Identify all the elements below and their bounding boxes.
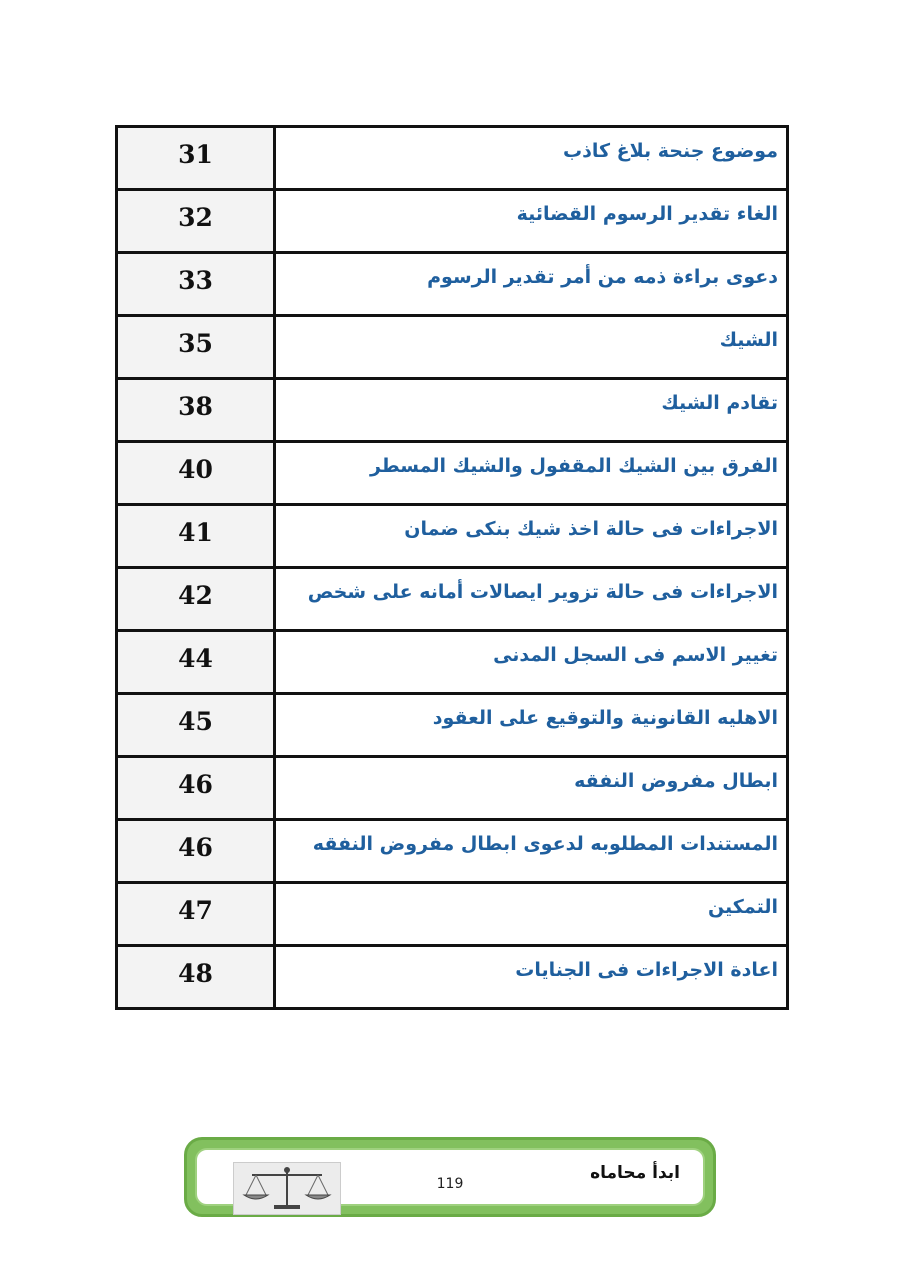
table-row [117, 946, 788, 1009]
page-number-cell: 33 [117, 253, 275, 316]
page-number-cell: 46 [117, 757, 275, 820]
topic-title-cell: الاجراءات فى حالة اخذ شيك بنكى ضمان [275, 505, 788, 568]
page-number-cell: 40 [117, 442, 275, 505]
page-number-cell: 31 [117, 127, 275, 190]
topic-title-cell: ابطال مفروض النفقه [275, 757, 788, 820]
table-row [117, 253, 788, 316]
topic-title-cell: تغيير الاسم فى السجل المدنى [275, 631, 788, 694]
table-of-contents [115, 125, 789, 1010]
table-row [117, 757, 788, 820]
topic-title-cell: المستندات المطلوبه لدعوى ابطال مفروض النفقه [275, 820, 788, 883]
topic-title-cell: الاهليه القانونية والتوقيع على العقود [275, 694, 788, 757]
topic-title-cell: الاجراءات فى حالة تزوير ايصالات أمانه على شخص [275, 568, 788, 631]
scales-of-justice-icon [233, 1162, 341, 1215]
page-number-cell: 41 [117, 505, 275, 568]
topic-title-cell: اعادة الاجراءات فى الجنايات [275, 946, 788, 1009]
topic-title-cell: دعوى براءة ذمه من أمر تقدير الرسوم [275, 253, 788, 316]
footer-title: ابدأ محاماه [590, 1163, 680, 1183]
page-number-cell: 48 [117, 946, 275, 1009]
table-row [117, 442, 788, 505]
table-row [117, 505, 788, 568]
table-row [117, 316, 788, 379]
page-number-cell: 38 [117, 379, 275, 442]
page-number-cell: 42 [117, 568, 275, 631]
table-row [117, 631, 788, 694]
page-number-cell: 46 [117, 820, 275, 883]
topic-title-cell: موضوع جنحة بلاغ كاذب [275, 127, 788, 190]
table-row [117, 379, 788, 442]
topic-title-cell: الشيك [275, 316, 788, 379]
table-row [117, 568, 788, 631]
table-row [117, 820, 788, 883]
page-number-cell: 32 [117, 190, 275, 253]
topic-title-cell: الفرق بين الشيك المقفول والشيك المسطر [275, 442, 788, 505]
page-number-cell: 44 [117, 631, 275, 694]
page-number-cell: 45 [117, 694, 275, 757]
topic-title-cell: تقادم الشيك [275, 379, 788, 442]
table-row [117, 883, 788, 946]
table-row [117, 190, 788, 253]
topic-title-cell: التمكين [275, 883, 788, 946]
topic-title-cell: الغاء تقدير الرسوم القضائية [275, 190, 788, 253]
page-number: 119 [436, 1176, 464, 1192]
table-row [117, 694, 788, 757]
table-row [117, 127, 788, 190]
page-number-cell: 35 [117, 316, 275, 379]
page-number-cell: 47 [117, 883, 275, 946]
